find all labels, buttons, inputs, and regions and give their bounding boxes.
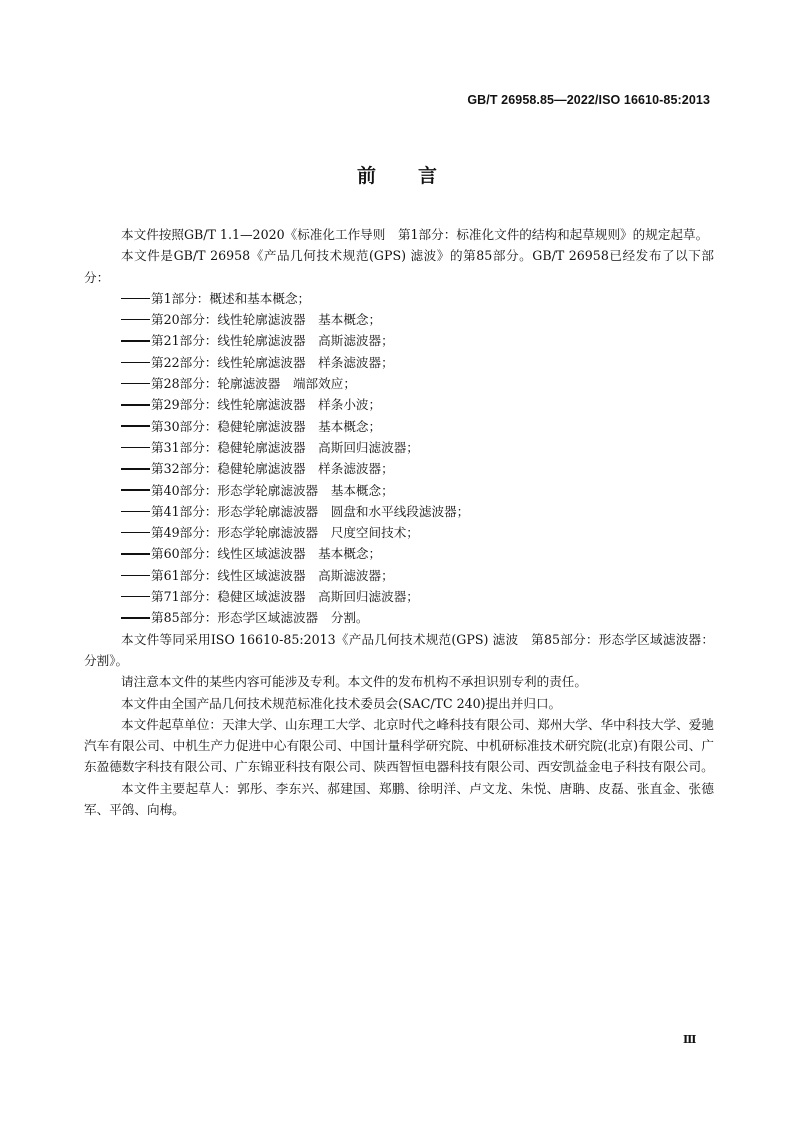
- drafting-rules-paragraph: 本文件按照GB/T 1.1—2020《标准化工作导则 第1部分：标准化文件的结构和起草规则》的规定起草。: [121, 227, 709, 242]
- list-item: 第41部分：形态学轮廓滤波器 圆盘和水平线段滤波器；: [84, 501, 714, 522]
- list-item: 第60部分：线性区域滤波器 基本概念；: [84, 543, 714, 564]
- foreword-body: [84, 224, 714, 820]
- list-item: 第32部分：稳健轮廓滤波器 样条滤波器；: [84, 458, 714, 479]
- list-item: 第61部分：线性区域滤波器 高斯滤波器；: [84, 565, 714, 586]
- list-item: 第31部分：稳健轮廓滤波器 高斯回归滤波器；: [84, 437, 714, 458]
- parts-list: [84, 288, 714, 629]
- standard-code: GB/T 26958.85—2022/ISO 16610-85:2013: [467, 93, 710, 107]
- adoption-paragraph: 本文件等同采用ISO 16610-85:2013《产品几何技术规范(GPS) 滤波 第85部分：形态学区域滤波器：分割》。: [84, 631, 714, 668]
- list-item: 第49部分：形态学轮廓滤波器 尺度空间技术；: [84, 522, 714, 543]
- proposer-paragraph: 本文件由全国产品几何技术规范标准化技术委员会(SAC/TC 240)提出并归口。: [121, 695, 562, 711]
- list-item: 第21部分：线性轮廓滤波器 高斯滤波器；: [84, 330, 714, 351]
- list-item: 第30部分：稳健轮廓滤波器 基本概念；: [84, 416, 714, 437]
- page-number: Ⅲ: [683, 1033, 697, 1046]
- list-item: 第20部分：线性轮廓滤波器 基本概念；: [84, 309, 714, 330]
- list-item: 第22部分：线性轮廓滤波器 样条滤波器；: [84, 352, 714, 373]
- title-char-1: 前: [356, 165, 376, 187]
- list-item: 第1部分：概述和基本概念；: [84, 288, 714, 309]
- list-item: 第40部分：形态学轮廓滤波器 基本概念；: [84, 480, 714, 501]
- patent-notice: 请注意本文件的某些内容可能涉及专利。本文件的发布机构不承担识别专利的责任。: [121, 674, 587, 690]
- drafters-paragraph: 本文件主要起草人：郭彤、李东兴、郝建国、郑鹏、徐明洋、卢文龙、朱悦、唐聃、皮磊、张直金、张德军、平鸽、向梅。: [84, 780, 714, 818]
- series-paragraph: 本文件是GB/T 26958《产品几何技术规范(GPS) 滤波》的第85部分。GB/T 26958已经发布了以下部分：: [84, 248, 714, 285]
- drafting-units-paragraph: 本文件起草单位：天津大学、山东理工大学、北京时代之峰科技有限公司、郑州大学、华中科技大学、爱驰汽车有限公司、中机生产力促进中心有限公司、中国计量科学研究院、中机研标准技术研究院(北京)有限公司、广东盈德数字科技有限公司、广东锦亚科技有限公司、陕西智恒电器科技有限公司、西安凯益金电子科技有限公司。: [84, 716, 714, 775]
- page-title: [0, 161, 794, 188]
- title-char-2: 言: [418, 165, 438, 187]
- list-item: 第29部分：线性轮廓滤波器 样条小波；: [84, 394, 714, 415]
- list-item: 第85部分：形态学区域滤波器 分割。: [84, 607, 714, 628]
- list-item: 第28部分：轮廓滤波器 端部效应；: [84, 373, 714, 394]
- list-item: 第71部分：稳健区域滤波器 高斯回归滤波器；: [84, 586, 714, 607]
